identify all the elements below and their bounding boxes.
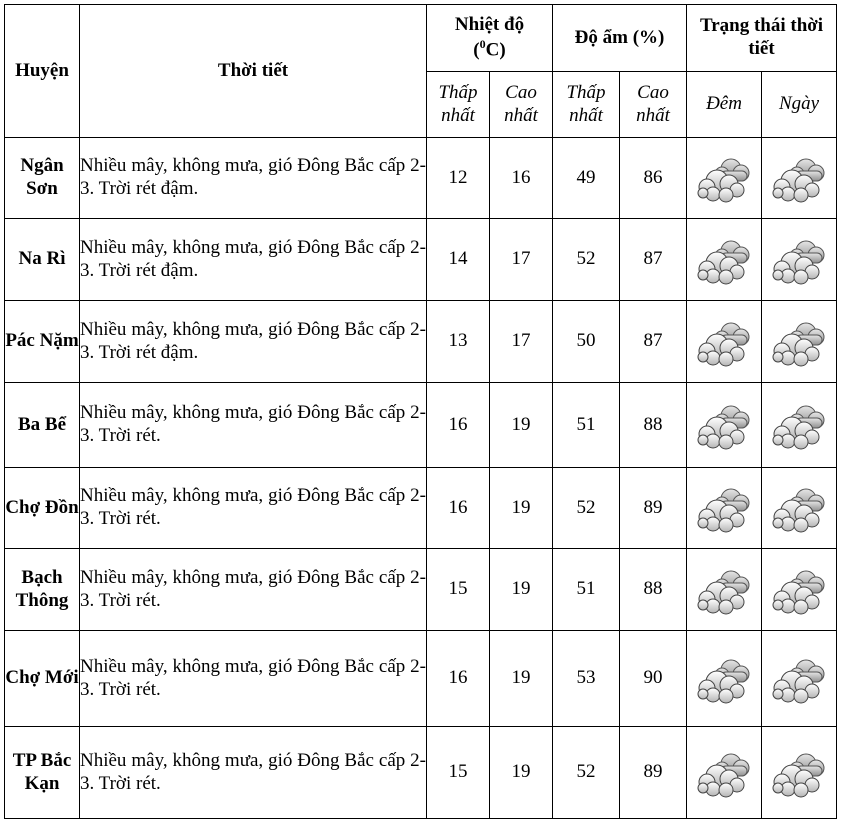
night-status-cell <box>687 468 762 549</box>
temp-max-value: 17 <box>490 219 553 301</box>
cloudy-icon <box>762 654 836 704</box>
temp-max-header: Cao nhất <box>490 72 553 138</box>
table-row <box>5 468 837 549</box>
night-status-cell <box>687 383 762 468</box>
night-status-cell <box>687 727 762 819</box>
table-row <box>5 383 837 468</box>
cloudy-icon <box>762 317 836 367</box>
cloudy-icon <box>762 153 836 203</box>
humidity-max-value: 89 <box>620 727 687 819</box>
temp-min-value: 16 <box>427 468 490 549</box>
district-name: Ba Bể <box>5 383 80 468</box>
temperature-header <box>427 5 553 72</box>
temp-min-value: 14 <box>427 219 490 301</box>
cloudy-icon <box>687 235 761 285</box>
day-status-cell <box>762 138 837 219</box>
cloudy-icon <box>687 153 761 203</box>
temp-min-value: 12 <box>427 138 490 219</box>
temp-min-value: 16 <box>427 383 490 468</box>
temp-unit-open: ( <box>473 39 480 61</box>
table-row <box>5 549 837 631</box>
table-body <box>5 138 837 819</box>
cloudy-icon <box>687 483 761 533</box>
status-header: Trạng thái thời tiết <box>687 5 837 72</box>
temp-min-value: 15 <box>427 727 490 819</box>
temp-unit-degree: 0 <box>479 36 486 51</box>
temp-min-header: Thấp nhất <box>427 72 490 138</box>
temperature-title: Nhiệt độ <box>454 14 525 36</box>
table-row <box>5 138 837 219</box>
weather-description: Nhiều mây, không mưa, gió Đông Bắc cấp 2-3. Trời rét. <box>80 549 427 631</box>
night-header: Đêm <box>687 72 762 138</box>
cloudy-icon <box>687 748 761 798</box>
humidity-max-value: 90 <box>620 631 687 727</box>
day-header: Ngày <box>762 72 837 138</box>
day-status-cell <box>762 727 837 819</box>
humidity-header: Độ ẩm (%) <box>553 5 687 72</box>
humidity-max-value: 88 <box>620 383 687 468</box>
temp-max-value: 19 <box>490 383 553 468</box>
weather-description: Nhiều mây, không mưa, gió Đông Bắc cấp 2-3. Trời rét. <box>80 727 427 819</box>
district-name: Bạch Thông <box>5 549 80 631</box>
humidity-min-value: 49 <box>553 138 620 219</box>
table-row <box>5 219 837 301</box>
humidity-max-value: 86 <box>620 138 687 219</box>
temp-min-value: 13 <box>427 301 490 383</box>
weather-description: Nhiều mây, không mưa, gió Đông Bắc cấp 2-3. Trời rét. <box>80 383 427 468</box>
cloudy-icon <box>762 400 836 450</box>
cloudy-icon <box>687 654 761 704</box>
day-status-cell <box>762 468 837 549</box>
table-row <box>5 631 837 727</box>
day-status-cell <box>762 219 837 301</box>
temp-min-value: 15 <box>427 549 490 631</box>
district-name: Pác Nặm <box>5 301 80 383</box>
table-row <box>5 727 837 819</box>
district-name: Chợ Đồn <box>5 468 80 549</box>
night-status-cell <box>687 219 762 301</box>
district-name: Chợ Mới <box>5 631 80 727</box>
temp-min-value: 16 <box>427 631 490 727</box>
humidity-max-value: 87 <box>620 219 687 301</box>
district-name: Na Rì <box>5 219 80 301</box>
temp-unit-close: C) <box>485 39 506 61</box>
night-status-cell <box>687 301 762 383</box>
cloudy-icon <box>687 565 761 615</box>
district-name: TP Bắc Kạn <box>5 727 80 819</box>
district-name: Ngân Sơn <box>5 138 80 219</box>
weather-description: Nhiều mây, không mưa, gió Đông Bắc cấp 2-3. Trời rét. <box>80 468 427 549</box>
humidity-max-value: 88 <box>620 549 687 631</box>
cloudy-icon <box>687 400 761 450</box>
cloudy-icon <box>762 748 836 798</box>
night-status-cell <box>687 631 762 727</box>
cloudy-icon <box>762 235 836 285</box>
humidity-min-header: Thấp nhất <box>553 72 620 138</box>
day-status-cell <box>762 301 837 383</box>
weather-description: Nhiều mây, không mưa, gió Đông Bắc cấp 2-3. Trời rét. <box>80 631 427 727</box>
temp-max-value: 16 <box>490 138 553 219</box>
temp-max-value: 19 <box>490 549 553 631</box>
district-header: Huyện <box>5 5 80 138</box>
weather-forecast-table <box>4 4 837 819</box>
temp-max-value: 17 <box>490 301 553 383</box>
cloudy-icon <box>762 483 836 533</box>
humidity-min-value: 51 <box>553 383 620 468</box>
weather-description: Nhiều mây, không mưa, gió Đông Bắc cấp 2-3. Trời rét đậm. <box>80 219 427 301</box>
humidity-min-value: 51 <box>553 549 620 631</box>
day-status-cell <box>762 383 837 468</box>
humidity-min-value: 52 <box>553 727 620 819</box>
humidity-min-value: 52 <box>553 219 620 301</box>
day-status-cell <box>762 631 837 727</box>
temp-max-value: 19 <box>490 727 553 819</box>
weather-header: Thời tiết <box>80 5 427 138</box>
humidity-max-value: 89 <box>620 468 687 549</box>
weather-description: Nhiều mây, không mưa, gió Đông Bắc cấp 2-3. Trời rét đậm. <box>80 138 427 219</box>
header-row-1 <box>5 5 837 72</box>
temp-max-value: 19 <box>490 631 553 727</box>
cloudy-icon <box>762 565 836 615</box>
humidity-min-value: 50 <box>553 301 620 383</box>
humidity-min-value: 52 <box>553 468 620 549</box>
night-status-cell <box>687 138 762 219</box>
table-row <box>5 301 837 383</box>
humidity-max-header: Cao nhất <box>620 72 687 138</box>
cloudy-icon <box>687 317 761 367</box>
weather-description: Nhiều mây, không mưa, gió Đông Bắc cấp 2-3. Trời rét đậm. <box>80 301 427 383</box>
day-status-cell <box>762 549 837 631</box>
night-status-cell <box>687 549 762 631</box>
humidity-max-value: 87 <box>620 301 687 383</box>
humidity-min-value: 53 <box>553 631 620 727</box>
temp-max-value: 19 <box>490 468 553 549</box>
